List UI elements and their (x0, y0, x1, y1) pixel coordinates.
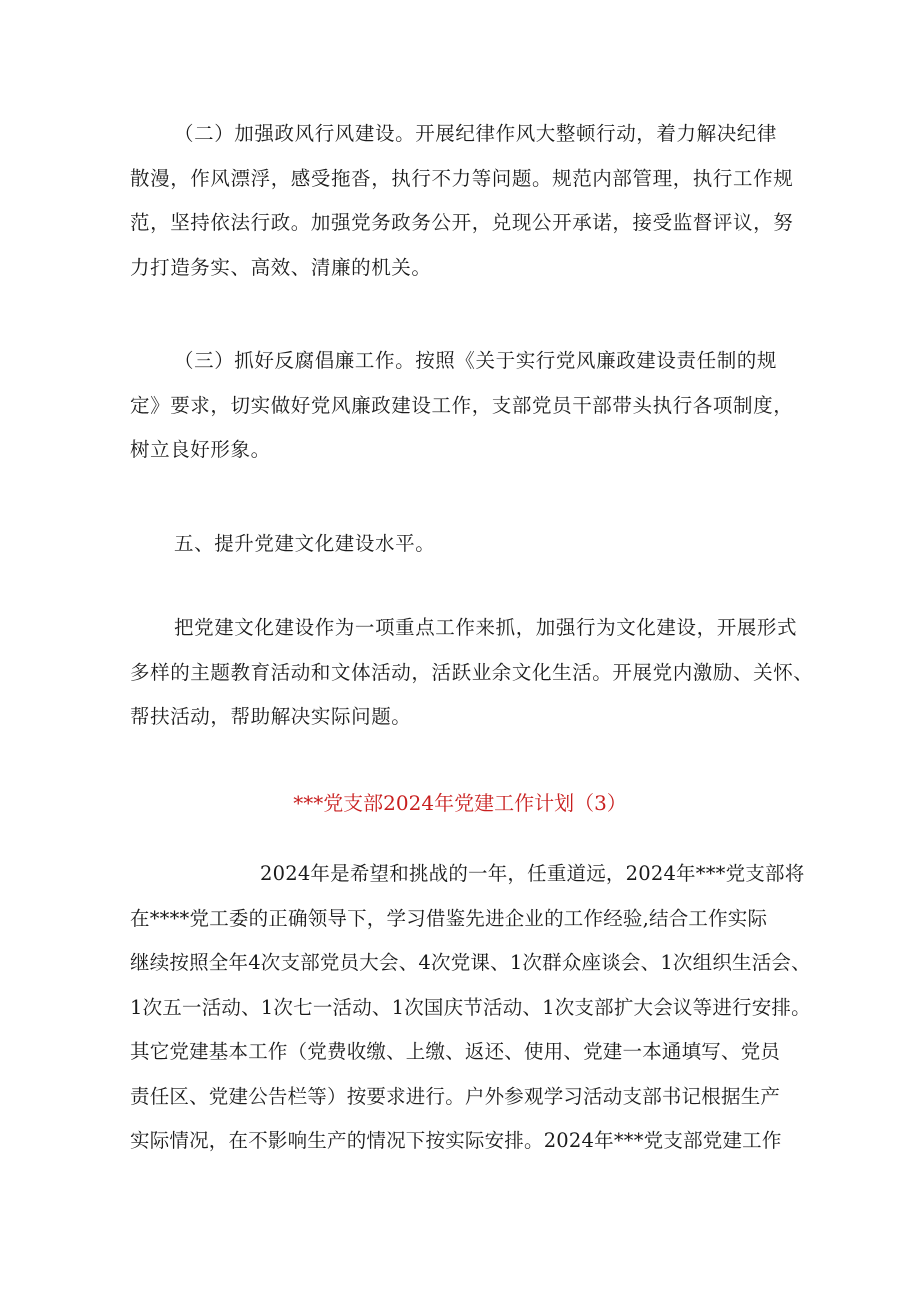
text-line: 多样的主题教育活动和文体活动，活跃业余文化生活。开展党内激励、关怀、 (130, 660, 814, 684)
paragraph-plan-intro (130, 852, 811, 1164)
text-line: （二）加强政风行风建设。开展纪律作风大整顿行动，着力解决纪律 (174, 122, 778, 145)
text-line: 帮扶活动，帮助解决实际问题。 (130, 705, 412, 728)
text-line: 范，坚持依法行政。加强党务政务公开，兑现公开承诺，接受监督评议，努 (130, 211, 794, 234)
section-heading-culture (130, 522, 795, 567)
text-line: 2024年是希望和挑战的一年，任重道远，2024年***党支部将 (260, 862, 805, 885)
text-line: 实际情况，在不影响生产的情况下按实际安排。2024年***党支部党建工作 (130, 1129, 782, 1152)
text-line: 散漫，作风漂浮，感受拖沓，执行不力等问题。规范内部管理，执行工作规 (130, 166, 794, 190)
paragraph-political-style (130, 112, 795, 290)
text-line: 力打造务实、高效、清廉的机关。 (130, 255, 432, 279)
document-title: ***党支部2024年党建工作计划（3） (293, 791, 627, 815)
text-line: 1次五一活动、1次七一活动、1次国庆节活动、1次支部扩大会议等进行安排。 (130, 995, 811, 1019)
text-line: 其它党建基本工作（党费收缴、上缴、返还、使用、党建一本通填写、党员 (130, 1040, 781, 1063)
text-line: 树立良好形象。 (130, 438, 271, 461)
paragraph-culture (130, 606, 814, 740)
text-line: 在****党工委的正确领导下，学习借鉴先进企业的工作经验,结合工作实际 (130, 906, 768, 930)
text-line: 五、提升党建文化建设水平。 (174, 532, 436, 555)
paragraph-anti-corruption (130, 339, 795, 473)
text-line: 责任区、党建公告栏等）按要求进行。户外参观学习活动支部书记根据生产 (130, 1084, 781, 1108)
text-line: 把党建文化建设作为一项重点工作来抓，加强行为文化建设，开展形式 (174, 616, 798, 639)
text-line: （三）抓好反腐倡廉工作。按照《关于实行党风廉政建设责任制的规 (174, 349, 778, 372)
text-line: 继续按照全年4次支部党员大会、4次党课、1次群众座谈会、1次组织生活会、 (130, 951, 811, 974)
text-line: 定》要求，切实做好党风廉政建设工作，支部党员干部带头执行各项制度， (130, 393, 794, 417)
